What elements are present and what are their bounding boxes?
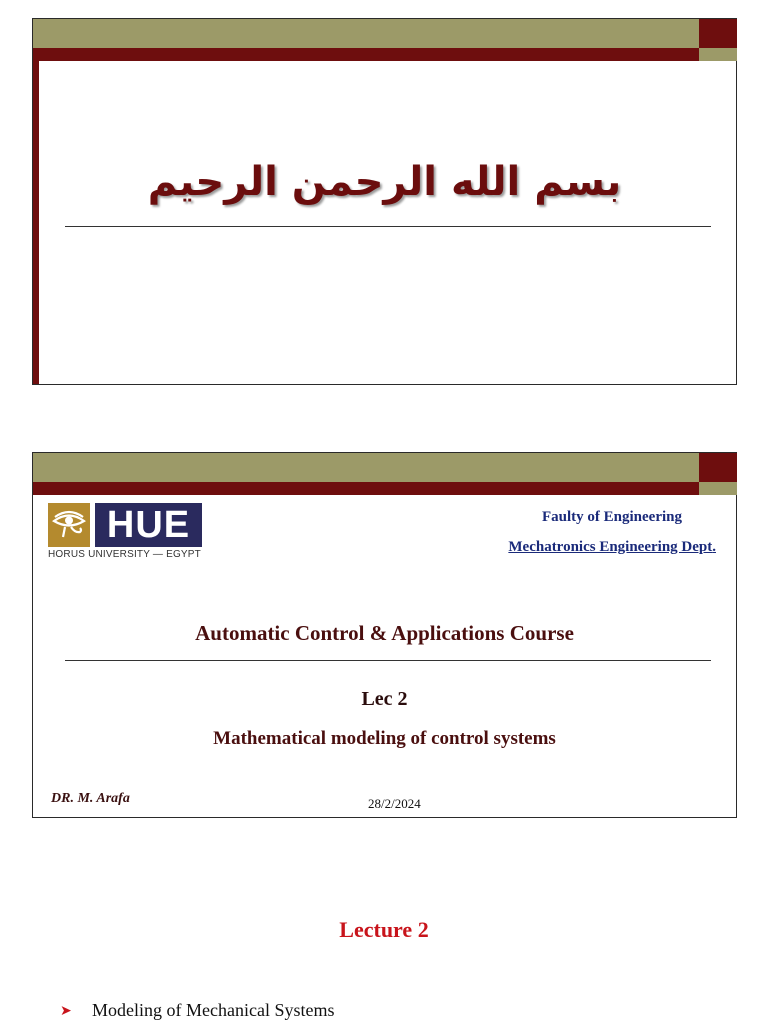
lecture-heading: Lecture 2 — [339, 917, 429, 942]
slide-corner-block-small — [699, 482, 737, 495]
logo-subtitle: HORUS UNIVERSITY — EGYPT — [48, 549, 201, 560]
eye-of-horus-icon — [48, 503, 90, 547]
slide-header-band — [33, 48, 699, 61]
logo-wordmark: HUE — [95, 503, 202, 547]
bismillah-title: بسم الله الرحمن الرحيم — [147, 159, 622, 205]
slide-left-bar — [33, 61, 39, 384]
arrow-bullet-icon: ➤ — [60, 1002, 72, 1019]
course-title: Automatic Control & Applications Course — [195, 621, 574, 645]
lecture-number: Lec 2 — [361, 688, 408, 710]
title-divider — [65, 660, 711, 661]
department-label: Mechatronics Engineering Dept — [508, 539, 713, 555]
list-item — [60, 1000, 334, 1021]
slide-title — [32, 452, 737, 818]
title-divider — [65, 226, 711, 227]
slide-corner-block — [699, 453, 737, 482]
author-name: DR. M. Arafa — [51, 791, 130, 806]
list-item-label: Modeling of Mechanical Systems — [92, 1000, 335, 1020]
lecture-date: 28/2/2024 — [368, 796, 421, 811]
slide-corner-block-small — [699, 48, 737, 61]
slide-header-bar — [33, 19, 699, 48]
department-suffix: . — [712, 539, 716, 555]
department-link[interactable] — [508, 539, 716, 556]
slide-header-band — [33, 482, 699, 495]
faculty-label: Faulty of Engineering — [541, 509, 682, 525]
university-logo — [48, 503, 202, 560]
lecture-subject: Mathematical modeling of control systems — [213, 728, 556, 749]
slide-header-bar — [33, 453, 699, 482]
slide-corner-block — [699, 19, 737, 48]
slide-bismillah — [32, 18, 737, 385]
